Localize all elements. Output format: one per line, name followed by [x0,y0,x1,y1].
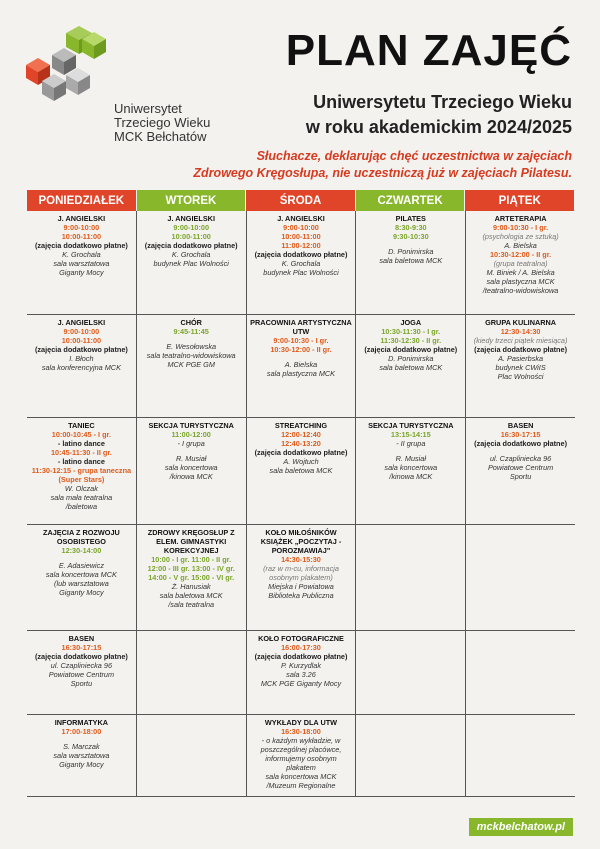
class-title: BASEN [68,634,95,643]
class-detail: A. Bielska [284,360,318,369]
class-cell [247,418,357,524]
class-detail: /kinowa MCK [389,472,433,481]
class-detail: 10:30-11:30 - I gr. [381,327,441,336]
class-detail: (zajęcia dodatkowo płatne) [254,652,348,661]
class-detail: (psychologia ze sztuką) [482,232,559,241]
class-title: WYKŁADY DLA UTW [264,718,338,727]
empty-cell [466,715,575,796]
class-detail: M. Biniek / A. Bielska [486,268,555,277]
class-detail: 9:00-10:00 [173,223,210,232]
class-detail: 14:00 - V gr. 15:00 - VI gr. [148,573,235,582]
class-detail: (zajęcia dodatkowo płatne) [34,345,128,354]
class-title: CHÓR [180,318,202,327]
class-cell [247,211,357,314]
class-detail: W. Olczak [64,484,98,493]
class-detail: E. Adasiewicz [58,561,104,570]
class-detail: 11:00-12:00 [171,430,211,439]
class-title: TANIEC [68,421,95,430]
class-cell [137,418,247,524]
class-detail: 10:30-12:00 - II gr. [270,345,332,354]
day-header-thursday: CZWARTEK [356,190,466,211]
class-detail: sala koncertowa [164,463,218,472]
class-title: PILATES [395,214,426,223]
class-title: J. ANGIELSKI [57,318,106,327]
class-cell [356,315,466,417]
logo-line-2: Trzeciego Wieku [114,115,211,130]
class-detail: R. Musiał [175,454,207,463]
class-detail: sala warsztatowa [53,751,110,760]
subtitle-university: Uniwersytetu Trzeciego Wieku [313,92,572,112]
class-detail: 9:00-10:30 - I gr. [273,336,329,345]
class-cell [137,525,247,630]
logo-line-1: Uniwersytet [114,101,182,116]
class-detail: (zajęcia dodatkowo płatne) [364,345,458,354]
class-title: KOŁO FOTOGRAFICZNE [258,634,344,643]
class-detail: budynek Plac Wolności [263,268,339,277]
class-detail: Ż. Hanusiak [171,582,211,591]
class-cell [27,525,137,630]
class-detail: (zajęcia dodatkowo płatne) [34,241,128,250]
class-detail: (kiedy trzeci piątek miesiąca) [473,336,568,345]
class-cell [137,315,247,417]
class-detail: 10:00-11:00 [61,232,102,241]
empty-cell [356,631,466,714]
class-detail: /kinowa MCK [169,472,213,481]
class-detail: 10:00-11:00 [171,232,211,241]
class-cell [466,315,575,417]
class-detail: (zajęcia dodatkowo płatne) [474,439,568,448]
class-detail: 10:00-11:00 [281,232,321,241]
class-title: ARTETERAPIA [494,214,547,223]
class-detail: sala teatralno-widowiskowa [146,351,236,360]
class-detail: Powiatowe Centrum [48,670,115,679]
class-title: STREATCHING [274,421,328,430]
class-detail: 10:30-12:00 - II gr. [489,250,552,259]
class-detail: 17:00-18:00 [61,727,102,736]
class-cell [247,715,357,796]
class-detail: 10:45-11:30 - II gr. [50,448,112,457]
class-detail: (zajęcia dodatkowo płatne) [474,345,568,354]
class-detail: Giganty Mocy [59,588,104,597]
class-detail: D. Ponimirska [388,247,434,256]
class-detail: 16:30-17:15 [61,643,102,652]
page-title: PLAN ZAJĘĆ [285,26,572,75]
class-detail: /teatralno-widowiskowa [482,286,559,295]
empty-cell [466,631,575,714]
class-detail: - I grupa [177,439,205,448]
class-cell [27,418,137,524]
class-detail: /Muzeum Regionalne [266,781,336,790]
schedule-row [27,525,575,631]
schedule-row [27,715,575,797]
class-detail: sala baletowa MCK [269,466,333,475]
class-detail: R. Musiał [395,454,426,463]
day-header-friday: PIĄTEK [465,190,575,211]
class-detail: Sportu [509,472,532,481]
class-title: ZAJĘCIA Z ROZWOJU OSOBISTEGO [43,528,120,546]
class-detail: sala mała teatralna [50,493,113,502]
class-detail: 9:00-10:00 [63,327,100,336]
class-detail: I. Błoch [69,354,94,363]
empty-cell [137,631,247,714]
class-detail: Powiatowe Centrum [487,463,554,472]
utw-logo [24,24,229,144]
class-detail: (raz w m-cu, informacja osobnym plakatem) [263,564,339,582]
class-detail: 11:00-12:00 [281,241,321,250]
class-detail: 9:45-11:45 [173,327,209,336]
notice-line-1: Słuchacze, deklarując chęć uczestnictwa w zajęciach [256,149,572,163]
schedule-row [27,631,575,715]
class-detail: K. Grochala [171,250,211,259]
class-cell [356,418,466,524]
class-cell [247,525,357,630]
schedule-row [27,211,575,315]
class-detail: P. Kurzydlak [280,661,321,670]
class-detail: (zajęcia dodatkowo płatne) [254,250,348,259]
class-detail: ul. Czapliniecka 96 [50,661,113,670]
class-cell [27,315,137,417]
class-cell [27,715,137,796]
class-detail: sala plastyczna MCK [486,277,555,286]
class-detail: Sportu [70,679,93,688]
class-detail: 12:00 - III gr. 13:00 - IV gr. [147,564,235,573]
day-header-wednesday: ŚRODA [246,190,356,211]
class-detail: 10:00-10:45 - I gr. [51,430,111,439]
class-title: ZDROWY KRĘGOSŁUP Z ELEM. GIMNASTYKI KOREKCYJNEJ [147,528,235,555]
class-title: PRACOWNIA ARTYSTYCZNA UTW [250,318,352,336]
class-title: KOŁO MIŁOŚNIKÓW KSIĄŻEK „POCZYTAJ -POROZMAWIAJ" [260,528,342,555]
class-detail: MCK PGE GM [167,360,215,369]
class-title: INFORMATYKA [54,718,109,727]
class-detail: budynek Plac Wolności [153,259,229,268]
class-detail: sala koncertowa MCK [265,772,337,781]
class-cell [247,631,357,714]
day-header-monday: PONIEDZIAŁEK [27,190,137,211]
notice [152,148,572,182]
class-detail: - II grupa [396,439,426,448]
class-detail: A. Wojtuch [283,457,319,466]
class-detail: 13:15-14:15 [390,430,431,439]
logo-cubes-icon [24,24,114,104]
class-cell [466,211,575,314]
class-detail: 9:00-10:00 [283,223,319,232]
empty-cell [137,715,247,796]
class-detail: 11:30-12:15 - grupa taneczna (Super Stars) [31,466,132,484]
class-detail: 16:30-17:15 [500,430,541,439]
notice-line-2: Zdrowego Kręgosłupa, nie uczestniczą już w zajęciach Pilatesu. [193,166,572,180]
class-detail: sala konferencyjna MCK [41,363,121,372]
class-detail: 14:30-15:30 [281,555,321,564]
class-title: J. ANGIELSKI [277,214,325,223]
logo-text [114,102,210,144]
schedule-body [27,211,575,797]
class-detail: ul. Czapliniecka 96 [489,454,552,463]
schedule-row [27,315,575,418]
class-detail: - latino dance [57,439,105,448]
class-detail: 8:30-9:30 [394,223,427,232]
class-detail: 9:00-10:00 [63,223,100,232]
class-detail: A. Bielska [504,241,537,250]
class-detail: 16:30-18:00 [281,727,321,736]
class-detail: 11:30-12:30 - II gr. [380,336,442,345]
class-detail: (grupa teatralna) [493,259,548,268]
class-title: J. ANGIELSKI [57,214,106,223]
schedule-table [27,190,575,797]
class-detail: 9:30-10:30 [392,232,429,241]
class-detail: sala koncertowa MCK [45,570,117,579]
class-detail: sala baletowa MCK [379,256,443,265]
class-cell [466,418,575,524]
class-detail: sala warsztatowa [53,259,110,268]
class-detail: MCK PGE Giganty Mocy [260,679,342,688]
empty-cell [466,525,575,630]
class-detail: 9:00-10:30 - I gr. [493,223,549,232]
class-detail: (lub warsztatowa [54,579,109,588]
day-header-tuesday: WTOREK [137,190,247,211]
class-detail: (zajęcia dodatkowo płatne) [34,652,128,661]
class-detail: 12:00-12:40 [281,430,321,439]
class-title: GRUPA KULINARNA [485,318,557,327]
class-detail: Giganty Mocy [59,268,104,277]
class-detail: (zajęcia dodatkowo płatne) [144,241,238,250]
class-cell [27,631,137,714]
class-detail: Plac Wolności [497,372,544,381]
day-header-row [27,190,575,211]
class-cell [137,211,247,314]
class-detail: sala 3.26 [286,670,316,679]
class-title: J. ANGIELSKI [167,214,215,223]
class-detail: 16:00-17:30 [281,643,321,652]
class-detail: K. Grochala [62,250,101,259]
class-detail: Biblioteka Publiczna [268,591,334,600]
class-cell [356,211,466,314]
class-detail: (zajęcia dodatkowo płatne) [254,448,348,457]
class-detail: S. Marczak [63,742,100,751]
empty-cell [356,525,466,630]
class-detail: D. Ponimirska [388,354,434,363]
class-detail: sala plastyczna MCK [266,369,336,378]
class-title: SEKCJA TURYSTYCZNA [148,421,234,430]
class-detail: sala baletowa MCK [379,363,443,372]
class-cell [27,211,137,314]
class-detail: - o każdym wykładzie, w poszczególnej placówce, informujemy osobnym plakatem [260,736,342,772]
class-title: JOGA [400,318,422,327]
empty-cell [356,715,466,796]
class-detail: 12:40-13:20 [281,439,321,448]
class-detail: 12:30-14:00 [61,546,102,555]
class-detail: /baletowa [65,502,98,511]
class-title: BASEN [507,421,534,430]
class-detail: E. Wesołowska [166,342,217,351]
class-cell [247,315,357,417]
schedule-row [27,418,575,525]
class-detail: budynek CWiIS [495,363,546,372]
class-detail: 10:00 - I gr. 11:00 - II gr. [151,555,232,564]
website-badge: mckbelchatow.pl [469,818,573,836]
class-detail: - latino dance [57,457,105,466]
subtitle-academic-year: w roku akademickim 2024/2025 [305,117,572,137]
class-title: SEKCJA TURYSTYCZNA [368,421,454,430]
class-detail: 10:00-11:00 [61,336,102,345]
logo-line-3: MCK Bełchatów [114,129,207,144]
class-detail: Giganty Mocy [59,760,104,769]
class-detail: sala koncertowa [384,463,438,472]
class-detail: K. Grochala [281,259,321,268]
class-detail: 12:30-14:30 [500,327,541,336]
class-detail: A. Pasierbska [498,354,544,363]
class-detail: /sala teatralna [168,600,215,609]
class-detail: sala baletowa MCK [159,591,223,600]
class-detail: Miejska i Powiatowa [268,582,334,591]
